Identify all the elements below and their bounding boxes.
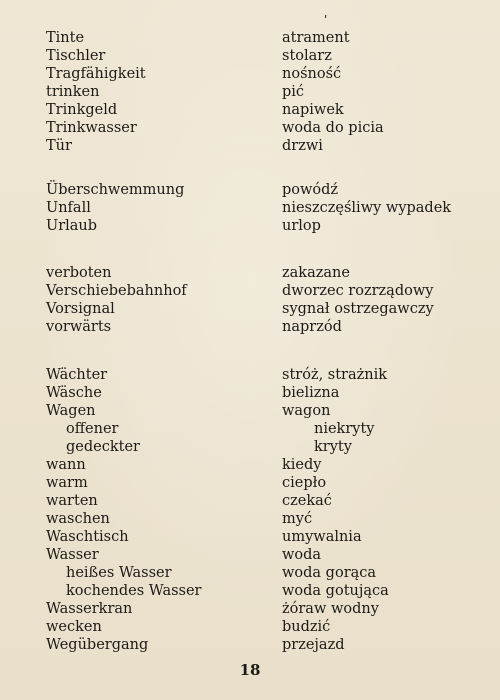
polish-term: naprzód xyxy=(282,319,342,335)
german-term: verboten xyxy=(46,265,112,281)
polish-term: bielizna xyxy=(282,385,340,401)
german-term: wecken xyxy=(46,619,102,635)
corner-mark: ʹ xyxy=(324,14,328,28)
glossary-entry xyxy=(0,384,500,402)
polish-term: żóraw wodny xyxy=(282,601,379,617)
glossary-entry xyxy=(0,618,500,636)
german-term: warten xyxy=(46,493,98,509)
polish-term: wagon xyxy=(282,403,331,419)
german-term: Vorsignal xyxy=(46,301,115,317)
polish-term: atrament xyxy=(282,30,350,46)
german-term: vorwärts xyxy=(46,319,112,335)
polish-term: kryty xyxy=(314,439,352,455)
glossary-entry xyxy=(0,119,500,137)
german-term: Trinkwasser xyxy=(46,120,137,136)
polish-term: przejazd xyxy=(282,637,345,653)
german-term: Unfall xyxy=(46,200,91,216)
polish-term: woda gotująca xyxy=(282,583,389,599)
german-term: Wegübergang xyxy=(46,637,149,653)
german-term: Tragfähigkeit xyxy=(46,66,146,82)
glossary-subentry xyxy=(0,438,500,456)
polish-term: myć xyxy=(282,511,313,527)
german-term: Wagen xyxy=(46,403,96,419)
glossary-entry xyxy=(0,510,500,528)
polish-term: nieszczęśliwy wypadek xyxy=(282,200,452,216)
glossary-entry xyxy=(0,101,500,119)
polish-term: dworzec rozrządowy xyxy=(282,283,434,299)
german-term: Urlaub xyxy=(46,218,98,234)
glossary-entry xyxy=(0,456,500,474)
german-term: warm xyxy=(46,475,88,491)
glossary-entry xyxy=(0,474,500,492)
german-term: heißes Wasser xyxy=(66,565,172,581)
glossary-entry xyxy=(0,636,500,654)
polish-term: kiedy xyxy=(282,457,322,473)
glossary-entry xyxy=(0,137,500,155)
glossary-subentry xyxy=(0,420,500,438)
german-term: Tinte xyxy=(46,30,85,46)
glossary-entry xyxy=(0,528,500,546)
glossary-subentry xyxy=(0,582,500,600)
polish-term: nośność xyxy=(282,66,342,82)
polish-term: urlop xyxy=(282,218,321,234)
polish-term: drzwi xyxy=(282,138,323,154)
glossary-entry xyxy=(0,65,500,83)
glossary-entry xyxy=(0,600,500,618)
polish-term: czekać xyxy=(282,493,332,509)
polish-term: sygnał ostrzegawczy xyxy=(282,301,434,317)
german-term: Wäsche xyxy=(46,385,102,401)
glossary-entry xyxy=(0,366,500,384)
glossary-subentry xyxy=(0,564,500,582)
polish-term: pić xyxy=(282,84,305,100)
german-term: Wasser xyxy=(46,547,99,563)
polish-term: zakazane xyxy=(282,265,350,281)
page-number: 18 xyxy=(239,661,261,679)
german-term: Wasserkran xyxy=(46,601,133,617)
german-term: Verschiebebahnhof xyxy=(46,283,187,299)
glossary-entry xyxy=(0,282,500,300)
german-term: kochendes Wasser xyxy=(66,583,202,599)
glossary-entry xyxy=(0,492,500,510)
german-term: gedeckter xyxy=(66,439,140,455)
german-term: trinken xyxy=(46,84,100,100)
polish-term: ciepło xyxy=(282,475,327,491)
polish-term: woda xyxy=(282,547,322,563)
glossary-entry xyxy=(0,83,500,101)
polish-term: niekryty xyxy=(314,421,375,437)
glossary-entry xyxy=(0,199,500,217)
glossary-entry xyxy=(0,181,500,199)
german-term: Überschwemmung xyxy=(46,182,185,198)
polish-term: woda gorąca xyxy=(282,565,377,581)
german-term: Trinkgeld xyxy=(46,102,118,118)
german-term: Tür xyxy=(46,138,72,154)
german-term: Tischler xyxy=(46,48,106,64)
german-term: wann xyxy=(46,457,86,473)
glossary-entry xyxy=(0,29,500,47)
polish-term: napiwek xyxy=(282,102,344,118)
glossary-entry xyxy=(0,402,500,420)
glossary-entry xyxy=(0,318,500,336)
german-term: offener xyxy=(66,421,119,437)
polish-term: budzić xyxy=(282,619,331,635)
glossary-entry xyxy=(0,300,500,318)
polish-term: powódź xyxy=(282,182,339,198)
polish-term: umywalnia xyxy=(282,529,362,545)
glossary-entry xyxy=(0,264,500,282)
german-term: Wächter xyxy=(46,367,108,383)
glossary-entry xyxy=(0,546,500,564)
polish-term: stróż, strażnik xyxy=(282,367,388,383)
german-term: Waschtisch xyxy=(46,529,129,545)
glossary-entry xyxy=(0,47,500,65)
polish-term: woda do picia xyxy=(282,120,384,136)
german-term: waschen xyxy=(46,511,110,527)
polish-term: stolarz xyxy=(282,48,332,64)
glossary-entry xyxy=(0,217,500,235)
